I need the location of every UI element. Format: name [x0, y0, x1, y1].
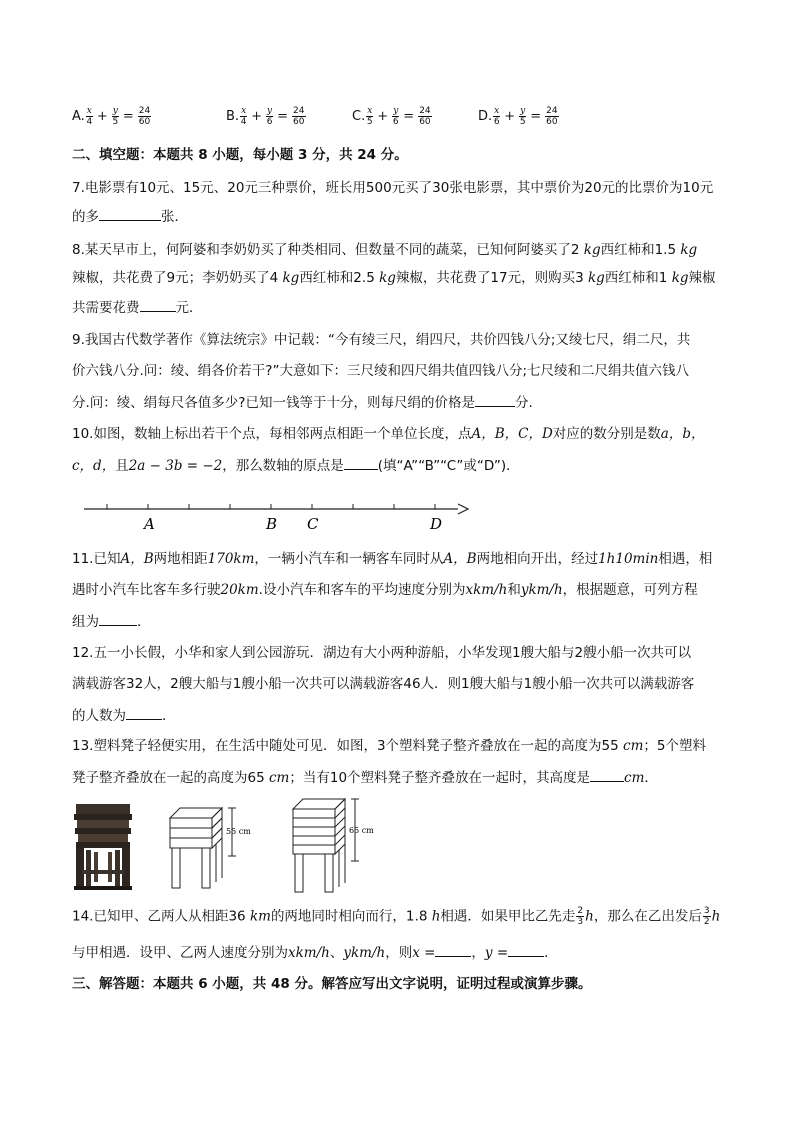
five-stools-diagram: [285, 795, 395, 895]
option-b: B. $\frac{x}{4}$ + $\frac{y}{6}$ = $\frac{24}{60}$: [226, 106, 305, 127]
question-8-line-3: 共需要花费 元．: [72, 297, 732, 318]
fraction: $\frac{24}{60}$: [138, 106, 151, 127]
three-stools-diagram: [160, 800, 260, 892]
arrow-icon: [458, 504, 468, 514]
point-label-d: D: [430, 515, 443, 533]
fraction: $\frac{x}{4}$: [86, 106, 93, 127]
question-14-line-2: 与甲相遇．设甲、乙两人速度分别为xkm/h、ykm/h，则x = ，y = ．: [72, 942, 732, 963]
height-label-55: 55 cm: [226, 827, 251, 836]
question-8-line-1: 8.某天早市上，何阿婆和李奶奶买了种类相同、但数量不同的蔬菜，已知何阿婆买了2 kg西红柿和1.5 kg: [72, 242, 698, 258]
question-9-line-1: 9.我国古代数学著作《算法统宗》中记载：“今有绫三尺，绢四尺，共价四钱八分;又绫七尺，绢二尺，共: [72, 332, 691, 348]
option-label: D.: [478, 109, 493, 124]
fraction: $\frac{y}{5}$: [112, 106, 119, 127]
question-12-line-3: 的人数为 ．: [72, 705, 732, 726]
section-heading-solve: 三、解答题：本题共 6 小题，共 48 分。解答应写出文字说明，证明过程或演算步骤。: [72, 976, 592, 992]
fraction: $\frac{x}{5}$: [366, 106, 373, 127]
question-7-line-1: 7.电影票有10元、15元、20元三种票价，班长用500元买了30张电影票，其中票价为20元的比票价为10元: [72, 180, 714, 196]
fraction-three-halves: $\frac{3}{2}$: [703, 906, 710, 927]
fraction: $\frac{y}{5}$: [519, 106, 526, 127]
fraction: $\frac{x}{6}$: [493, 106, 500, 127]
tick-marks: [107, 504, 435, 509]
answer-blank: [344, 455, 378, 470]
option-label: C.: [352, 109, 366, 124]
question-12-line-2: 满载游客32人，2艘大船与1艘小船一次共可以满载游客46人．则1艘大船与1艘小船一次共可以满载游客: [72, 676, 695, 692]
fraction-two-thirds: $\frac{2}{3}$: [577, 906, 584, 927]
fraction: $\frac{24}{60}$: [293, 106, 305, 127]
answer-blank: [140, 297, 176, 312]
fraction: $\frac{24}{60}$: [546, 106, 558, 127]
question-14-line-1: 14.已知甲、乙两人从相距36 km的两地同时相向而行，1.8 h相遇．如果甲比乙先走 $\frac{2}{3}$ h，那么在乙出发后 $\frac{3}{2}$ h: [72, 906, 721, 927]
question-10-line-1: 10.如图，数轴上标出若干个点，每相邻两点相距一个单位长度，点A，B，C，D对应的数分别是数a，b，: [72, 426, 705, 442]
fraction: $\frac{y}{6}$: [392, 106, 399, 127]
number-line-figure: [80, 495, 475, 540]
answer-blank: [126, 705, 162, 720]
question-11-line-3: 组为 ．: [72, 611, 732, 632]
point-label-a: A: [144, 515, 155, 533]
answer-blank: [99, 611, 137, 626]
question-11-line-2: 遇时小汽车比客车多行驶20km.设小汽车和客车的平均速度分别为xkm/h和ykm/h，根据题意，可列方程: [72, 582, 698, 598]
answer-blank-x: [435, 942, 471, 957]
question-7-line-2: 的多 张．: [72, 206, 732, 227]
point-label-c: C: [307, 515, 319, 533]
section-heading-fill-in: 二、填空题：本题共 8 小题，每小题 3 分，共 24 分。: [72, 147, 408, 163]
option-d: D. $\frac{x}{6}$ + $\frac{y}{5}$ = $\frac{24}{60}$: [478, 106, 558, 127]
option-a: A. $\frac{x}{4}$ + $\frac{y}{5}$ = $\frac{24}{60}$: [72, 106, 151, 127]
answer-blank: [590, 767, 624, 782]
question-13-line-1: 13.塑料凳子轻便实用，在生活中随处可见．如图，3个塑料凳子整齐叠放在一起的高度为55 cm；5个塑料: [72, 738, 706, 754]
answer-blank-y: [508, 942, 544, 957]
question-12-line-1: 12.五一小长假，小华和家人到公园游玩．湖边有大小两种游船，小华发现1艘大船与2艘小船一次共可以: [72, 645, 692, 661]
option-label: A.: [72, 109, 85, 124]
answer-blank: [99, 206, 161, 221]
question-9-line-2: 价六钱八分.问：绫、绢各价若干?”大意如下：三尺绫和四尺绢共值四钱八分;七尺绫和二尺绢共值六钱八: [72, 363, 689, 379]
question-9-line-3: 分.问：绫、绢每尺各值多少?已知一钱等于十分，则每尺绢的价格是 分.: [72, 392, 732, 413]
option-label: B.: [226, 109, 240, 124]
point-label-b: B: [266, 515, 278, 533]
fraction: $\frac{x}{4}$: [240, 106, 247, 127]
question-11-line-1: 11.已知A，B两地相距170km，一辆小汽车和一辆客车同时从A，B两地相向开出，经过1h10min相遇，相: [72, 551, 713, 567]
fraction: $\frac{24}{60}$: [419, 106, 431, 127]
answer-blank: [475, 392, 515, 407]
option-c: C. $\frac{x}{5}$ + $\frac{y}{6}$ = $\frac{24}{60}$: [352, 106, 431, 127]
stacked-stools-photo: [72, 800, 134, 892]
question-13-line-2: 凳子整齐叠放在一起的高度为65 cm；当有10个塑料凳子整齐叠放在一起时，其高度是 cm．: [72, 767, 732, 788]
fraction: $\frac{y}{6}$: [266, 106, 273, 127]
height-label-65: 65 cm: [349, 826, 374, 835]
question-10-line-2: c，d，且2a − 3b = −2，那么数轴的原点是 (填“A”“B”“C”或“D”)．: [72, 455, 732, 476]
question-8-line-2: 辣椒，共花费了9元；李奶奶买了4 kg西红柿和2.5 kg辣椒，共花费了17元，则购买3 kg西红柿和1 kg辣椒: [72, 270, 716, 286]
